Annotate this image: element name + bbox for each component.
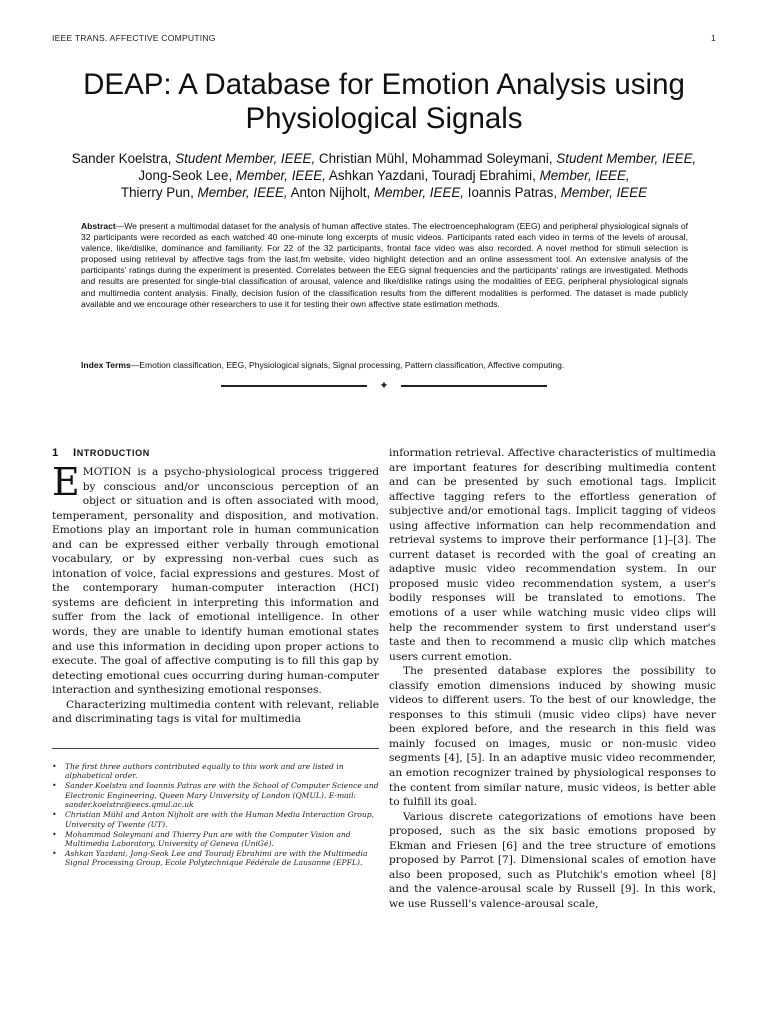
- section-heading: [52, 446, 379, 460]
- author-membership: Member, IEEE,: [539, 168, 630, 183]
- abstract: [81, 221, 688, 310]
- diamond-ornament-icon: ✦: [379, 379, 389, 392]
- section-divider: [221, 380, 547, 392]
- footnote-item: • Sander Koelstra and Ioannis Patras are with the School of Computer Science and Electronic Engineering, Queen Mary University of London (QMUL). E-mail: sander.koelstra@eecs.qmul.ac.uk: [52, 781, 379, 809]
- journal-name: IEEE TRANS. AFFECTIVE COMPUTING: [52, 33, 216, 43]
- author-name: Christian Mühl, Mohammad Soleymani,: [315, 151, 557, 166]
- right-column: [389, 446, 716, 912]
- author-membership: Student Member, IEEE,: [556, 151, 697, 166]
- body-paragraph: Characterizing multimedia content with relevant, reliable and discriminating tags is vital for multimedia: [52, 698, 379, 726]
- footnotes: [52, 762, 379, 868]
- footnote-item: • Christian Mühl and Anton Nijholt are with the Human Media Interaction Group, University of Twente (UT).: [52, 810, 379, 829]
- author-membership: Member, IEEE,: [373, 185, 464, 200]
- abstract-label: Abstract: [81, 221, 116, 231]
- index-terms: [81, 360, 688, 371]
- section-number: 1: [52, 447, 59, 459]
- index-terms-label: Index Terms: [81, 360, 131, 370]
- body-paragraph: The presented database explores the possibility to classify emotion dimensions induced by showing music videos to different users. To the best of our knowledge, the responses to this stimuli (music video clips) have never been explored before, and the research in this field was mainly focused on images, music or non-music video segments [4], [5]. In an adaptive music video recommender, an emotion recognizer trained by physiological responses to the content from similar nature, music videos, is better able to fulfill its goal.: [389, 665, 716, 809]
- author-name: Ashkan Yazdani, Touradj Ebrahimi,: [325, 168, 540, 183]
- running-head: [52, 33, 716, 43]
- author-line: [40, 184, 728, 201]
- first-word: MOTION: [82, 466, 132, 478]
- footnote-separator: [52, 748, 379, 749]
- index-terms-text: —Emotion classification, EEG, Physiological signals, Signal processing, Pattern classification, Affective computing.: [130, 360, 565, 370]
- author-line: [40, 167, 728, 184]
- author-list: [40, 150, 728, 201]
- divider-rule-left: [221, 385, 367, 387]
- left-column: [52, 446, 379, 727]
- footnote-item: • Ashkan Yazdani, Jong-Seok Lee and Touradj Ebrahimi are with the Multimedia Signal Processing Group, Ecole Polytechnique Fédérale de Lausanne (EPFL).: [52, 849, 379, 868]
- title-line-1: DEAP: A Database for Emotion Analysis using: [83, 68, 685, 101]
- footnote-item: • Mohammad Soleymani and Thierry Pun are with the Computer Vision and Multimedia Laboratory, University of Geneva (UniGé).: [52, 830, 379, 849]
- section-title-initial: I: [72, 447, 77, 459]
- author-name: Jong-Seok Lee,: [138, 168, 236, 183]
- paragraph-text: is a psycho-physiological process triggered by conscious and/or unconscious perception of an object or situation and is often associated with mood, temperament, personality and disposition, and motivation. Emotions play an important role in human communication and can be expressed either verbally through emotional vocabulary, or by expressing non-verbal cues such as intonation of voice, facial expressions and gestures. Most of the contemporary human-computer interaction (HCI) systems are deficient in interpreting this information and suffer from the lack of emotional intelligence. In other words, they are unable to identify human emotional states and use this information in deciding upon proper actions to execute. The goal of affective computing is to fill this gap by detecting emotional cues occurring during human-computer interaction and synthesizing emotional responses.: [52, 466, 379, 697]
- body-paragraph: information retrieval. Affective characteristics of multimedia are important features for describing multimedia content and can be presented by such emotional tags. Implicit affective tagging refers to the effortless generation of subjective and/or emotional tags. Implicit tagging of videos using affective information can help recommendation and retrieval systems to improve their performance [1]–[3]. The current dataset is recorded with the goal of creating an adaptive music video recommendation system. In our proposed music video recommendation system, a user's bodily responses will be translated to emotions. The emotions of a user while watching music video clips will help the recommender system to first understand user's taste and then to recommend a music clip which matches users current emotion.: [389, 447, 716, 663]
- author-line: [40, 150, 728, 167]
- divider-rule-right: [401, 385, 547, 387]
- author-membership: Member, IEEE,: [197, 185, 288, 200]
- section-title-rest: NTRODUCTION: [76, 448, 150, 458]
- author-membership: Member, IEEE: [560, 185, 648, 200]
- author-membership: Student Member, IEEE,: [175, 151, 316, 166]
- page-number: 1: [711, 33, 716, 43]
- paper-title: [40, 68, 728, 136]
- drop-cap: E: [52, 460, 80, 504]
- author-membership: Member, IEEE,: [235, 168, 326, 183]
- body-paragraph: [52, 460, 379, 698]
- title-line-2: Physiological Signals: [245, 102, 523, 135]
- author-name: Anton Nijholt,: [287, 185, 374, 200]
- abstract-text: —We present a multimodal dataset for the analysis of human affective states. The electroencephalogram (EEG) and peripheral physiological signals of 32 participants were recorded as each watched 40 one-minute long excerpts of music videos. Participants rated each video in terms of the levels of arousal, valence, like/dislike, dominance and familiarity. For 22 of the 32 participants, frontal face video was also recorded. A novel method for stimuli selection is proposed using retrieval by affective tags from the last.fm website, video highlight detection and an online assessment tool. An extensive analysis of the participants' ratings during the experiment is presented. Correlates between the EEG signal frequencies and the participants' ratings are investigated. Methods and results are presented for single-trial classification of arousal, valence and like/dislike ratings using the modalities of EEG, peripheral physiological signals and multimedia content analysis. Finally, decision fusion of the classification results from the different modalities is performed. The dataset is made publicly available and we encourage other researchers to use it for testing their own affective state estimation methods.: [81, 221, 688, 309]
- footnote-item: • The first three authors contributed equally to this work and are listed in alphabetical order.: [52, 762, 379, 781]
- author-name: Sander Koelstra,: [71, 151, 176, 166]
- body-paragraph: Various discrete categorizations of emotions have been proposed, such as the six basic emotions proposed by Ekman and Friesen [6] and the tree structure of emotions proposed by Parrot [7]. Dimensional scales of emotion have also been proposed, such as Plutchik's emotion wheel [8] and the valence-arousal scale by Russell [9]. In this work, we use Russell's valence-arousal scale,: [389, 810, 716, 910]
- author-name: Ioannis Patras,: [464, 185, 561, 200]
- author-name: Thierry Pun,: [120, 185, 198, 200]
